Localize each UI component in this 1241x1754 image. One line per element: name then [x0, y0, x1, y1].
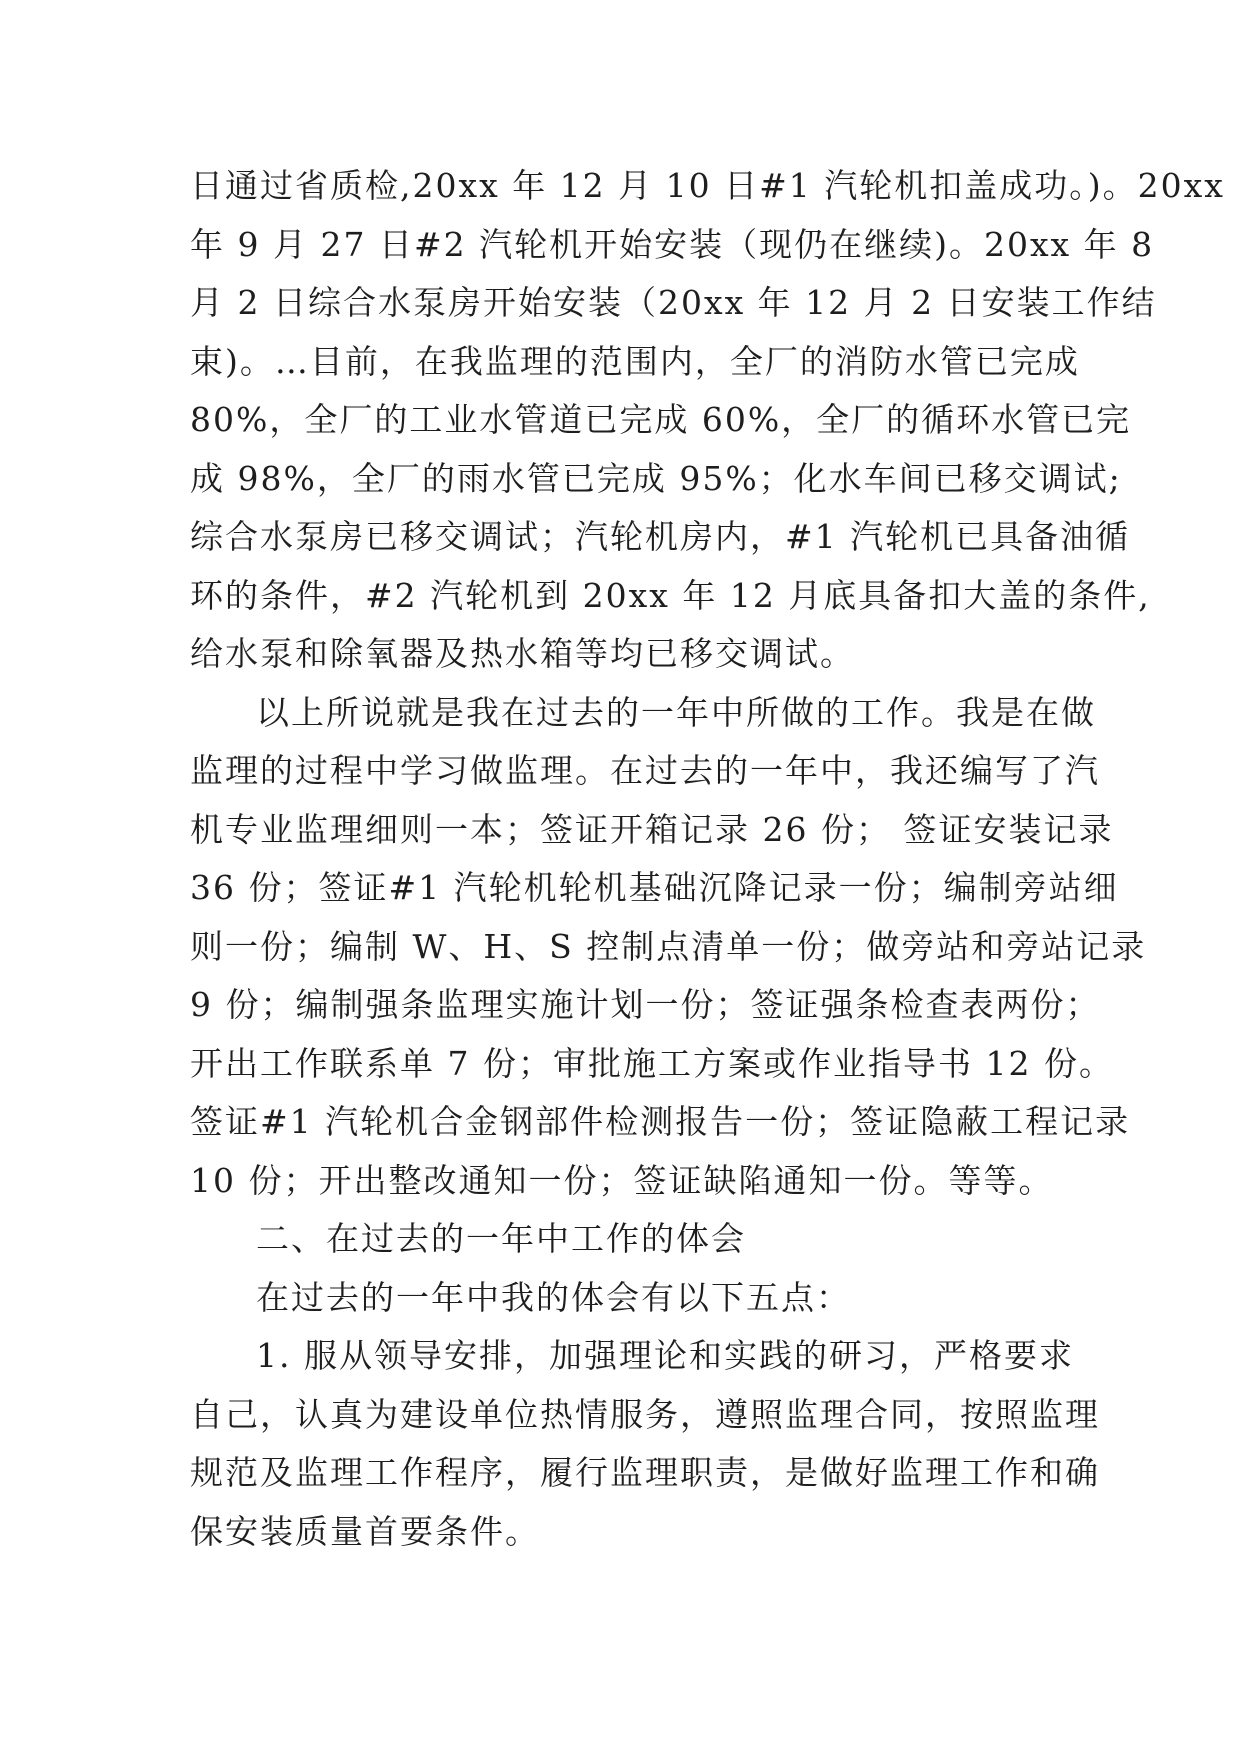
text-line: 机专业监理细则一本；签证开箱记录 26 份； 签证安装记录 — [190, 809, 1114, 849]
text-line: 二、在过去的一年中工作的体会 — [256, 1219, 746, 1258]
text-line: 束)。…目前，在我监理的范围内，全厂的消防水管已完成 — [190, 341, 1080, 381]
text-line: 月 2 日综合水泵房开始安装（20xx 年 12 月 2 日安装工作结 — [190, 283, 1157, 322]
text-line: 保安装质量首要条件。 — [190, 1511, 540, 1551]
text-line: 自己，认真为建设单位热情服务，遵照监理合同，按照监理 — [190, 1394, 1100, 1434]
text-line: 则一份；编制 W、H、S 控制点清单一份；做旁站和旁站记录 — [190, 926, 1147, 966]
text-line: 80%，全厂的工业水管道已完成 60%，全厂的循环水管已完 — [190, 400, 1132, 439]
text-line: 环的条件，#2 汽轮机到 20xx 年 12 月底具备扣大盖的条件, — [190, 575, 1151, 615]
text-line: 1. 服从领导安排，加强理论和实践的研习，严格要求 — [256, 1336, 1074, 1375]
text-line: 综合水泵房已移交调试；汽轮机房内，#1 汽轮机已具备油循 — [190, 517, 1131, 556]
text-line: 日通过省质检,20xx 年 12 月 10 日#1 汽轮机扣盖成功。)。20xx — [190, 166, 1225, 205]
text-line: 10 份；开出整改通知一份；签证缺陷通知一份。等等。 — [190, 1160, 1054, 1200]
text-line: 36 份；签证#1 汽轮机轮机基础沉降记录一份；编制旁站细 — [190, 868, 1119, 907]
text-line: 监理的过程中学习做监理。在过去的一年中，我还编写了汽 — [190, 751, 1100, 790]
text-line: 给水泵和除氧器及热水箱等均已移交调试。 — [190, 634, 855, 673]
text-line: 年 9 月 27 日#2 汽轮机开始安装（现仍在继续)。20xx 年 8 — [190, 224, 1155, 264]
text-line: 开出工作联系单 7 份；审批施工方案或作业指导书 12 份。 — [190, 1043, 1114, 1083]
text-line: 规范及监理工作程序，履行监理职责，是做好监理工作和确 — [190, 1453, 1100, 1492]
text-line: 9 份；编制强条监理实施计划一份；签证强条检查表两份； — [190, 985, 1101, 1024]
body-text — [190, 157, 1225, 1561]
text-line: 以上所说就是我在过去的一年中所做的工作。我是在做 — [256, 692, 1096, 732]
text-line: 在过去的一年中我的体会有以下五点： — [256, 1277, 851, 1317]
text-line: 成 98%，全厂的雨水管已完成 95%；化水车间已移交调试; — [190, 458, 1122, 498]
text-line: 签证#1 汽轮机合金钢部件检测报告一份；签证隐蔽工程记录 — [190, 1102, 1131, 1141]
